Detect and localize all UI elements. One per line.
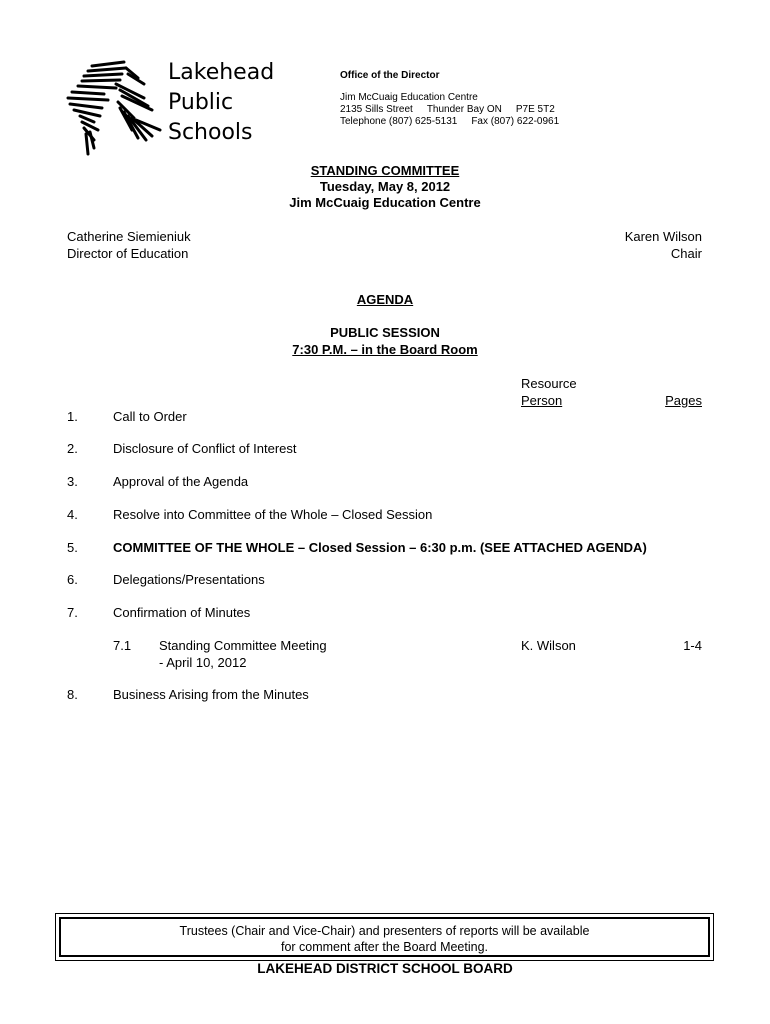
office-centre: Jim McCuaig Education Centre	[340, 92, 478, 103]
lakehead-logo	[64, 58, 274, 158]
logo-text-schools: Schools	[168, 120, 253, 145]
subitem-person: K. Wilson	[521, 638, 576, 653]
director-role: Director of Education	[67, 246, 189, 261]
footer-note-line1: Trustees (Chair and Vice-Chair) and presenters of reports will be available	[179, 924, 590, 938]
item-number: 4.	[67, 507, 78, 522]
office-title: Office of the Director	[340, 70, 440, 81]
item-number: 7.	[67, 605, 78, 620]
office-street: 2135 Sills Street	[340, 104, 413, 115]
footer-note-inner	[59, 917, 710, 957]
footer-note-line2: for comment after the Board Meeting.	[280, 940, 489, 954]
agenda-title: AGENDA	[356, 292, 414, 307]
item-text: COMMITTEE OF THE WHOLE – Closed Session – 6:30 p.m. (SEE ATTACHED AGENDA)	[113, 540, 647, 555]
office-address	[340, 104, 559, 116]
item-number: 6.	[67, 572, 78, 587]
item-text: Call to Order	[113, 409, 187, 424]
item-text: Delegations/Presentations	[113, 572, 265, 587]
logo-text-lakehead: Lakehead	[168, 60, 275, 85]
item-number: 8.	[67, 687, 78, 702]
resource-header-line2: Person	[521, 393, 563, 408]
office-info	[340, 70, 559, 128]
item-number: 3.	[67, 474, 78, 489]
star-logo-icon	[64, 58, 164, 158]
item-text: Approval of the Agenda	[113, 474, 249, 489]
director-block	[67, 228, 191, 262]
item-text: Resolve into Committee of the Whole – Closed Session	[113, 507, 433, 522]
item-number: 1.	[67, 409, 78, 424]
office-fax: Fax (807) 622-0961	[471, 116, 560, 127]
director-name: Catherine Siemieniuk	[67, 229, 191, 244]
resource-header	[521, 375, 577, 409]
logo-text-public: Public	[168, 90, 234, 115]
pages-header: Pages	[665, 393, 702, 408]
resource-header-line1: Resource	[521, 376, 577, 391]
item-number: 5.	[67, 540, 78, 555]
session-time: 7:30 P.M. – in the Board Room	[292, 342, 478, 357]
board-name: LAKEHEAD DISTRICT SCHOOL BOARD	[257, 961, 513, 976]
office-postal: P7E 5T2	[515, 104, 555, 115]
meeting-date: Tuesday, May 8, 2012	[319, 179, 451, 194]
session-title: PUBLIC SESSION	[330, 325, 440, 340]
office-contact	[340, 116, 559, 128]
subitem-line2: - April 10, 2012	[159, 655, 247, 670]
chair-role: Chair	[670, 246, 702, 261]
item-text: Business Arising from the Minutes	[113, 687, 309, 702]
chair-block	[625, 228, 702, 262]
subitem-line1: Standing Committee Meeting	[159, 638, 327, 653]
subitem-pages: 1-4	[683, 638, 702, 653]
committee-title: STANDING COMMITTEE	[310, 163, 460, 178]
item-number: 2.	[67, 441, 78, 456]
office-phone: Telephone (807) 625-5131	[340, 116, 458, 127]
item-text: Confirmation of Minutes	[113, 605, 251, 620]
footer-note-box	[55, 913, 714, 961]
subitem-number: 7.1	[113, 638, 132, 653]
meeting-location: Jim McCuaig Education Centre	[289, 195, 481, 210]
chair-name: Karen Wilson	[624, 229, 702, 244]
office-city: Thunder Bay ON	[426, 104, 502, 115]
item-text: Disclosure of Conflict of Interest	[113, 441, 297, 456]
subitem-text	[159, 637, 327, 671]
